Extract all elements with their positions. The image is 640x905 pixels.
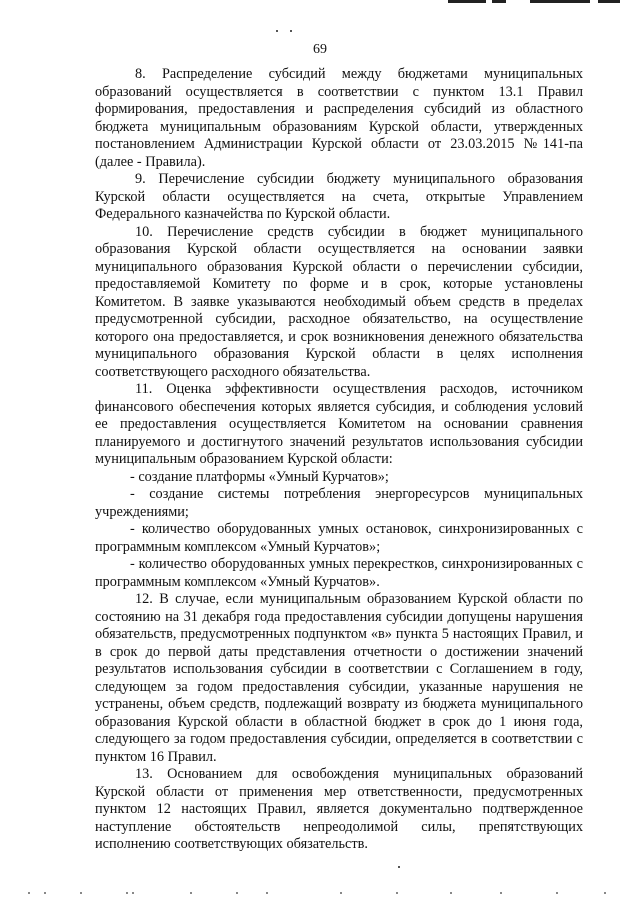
- paragraph-11: 11. Оценка эффективности осуществления расходов, источником финансового обеспечения которых является субсидия, и соблюдения условий ее предоставления осуществляется Комитетом на основании сравнения планируемого и достигнутого значений результатов использования субсидии муниципальным образованием Курской области:: [95, 381, 583, 467]
- scan-artifact-row: [0, 892, 640, 900]
- paragraph-9: 9. Перечисление субсидии бюджету муниципального образования Курской области осуществляется на счета, открытые Управлением Федерального казначейства по Курской области.: [95, 171, 583, 222]
- scan-artifact: [492, 0, 506, 3]
- scan-artifact: [598, 0, 620, 3]
- scan-artifact: [290, 30, 292, 32]
- document-body: [95, 66, 583, 854]
- scan-artifact: [448, 0, 486, 3]
- scan-artifact: [276, 30, 278, 32]
- scan-artifact: [530, 0, 590, 3]
- list-item: - количество оборудованных умных остановок, синхронизированных с программным комплексом «Умный Курчатов»;: [95, 521, 583, 555]
- paragraph-10: 10. Перечисление средств субсидии в бюджет муниципального образования Курской области осуществляется на основании заявки муниципального образования Курской области о перечислении субсидии, предоставляемой Комитету по форме и в срок, которые установлены Комитетом. В заявке указываются необходимый объем средств в пределах предусмотренной субсидии, расходное обязательство, на осуществление которого она предоставляется, и срок возникновения денежного обязательства муниципального образования Курской области в целях исполнения соответствующего расходного обязательства.: [95, 223, 583, 380]
- list-item: - создание платформы «Умный Курчатов»;: [130, 468, 389, 485]
- paragraph-12: 12. В случае, если муниципальным образованием Курской области по состоянию на 31 декабря года предоставления субсидии допущены нарушения обязательств, предусмотренных подпунктом «в» пункта 5 настоящих Правил, и в срок до первой даты представления отчетности о достижении значений результатов использования субсидии в соответствии с Соглашением в году, следующем за годом предоставления субсидии, указанные нарушения не устранены, объем средств, подлежащий возврату из бюджета муниципального образования Курской области в областной бюджет в срок до 1 июня года, следующего за годом предоставления субсидии, определяется в соответствии с пунктом 16 Правил.: [95, 591, 583, 765]
- list-item: - количество оборудованных умных перекрестков, синхронизированных с программным комплексом «Умный Курчатов».: [95, 556, 583, 590]
- scan-artifact: [398, 866, 400, 868]
- paragraph-13: 13. Основанием для освобождения муниципальных образований Курской области от применения мер ответственности, предусмотренных пунктом 12 настоящих Правил, является документально подтвержденное наступление обстоятельств непреодолимой силы, препятствующих исполнению соответствующих обязательств.: [95, 766, 583, 852]
- paragraph-8: 8. Распределение субсидий между бюджетами муниципальных образований осуществляется в соответствии с пунктом 13.1 Правил формирования, предоставления и распределения субсидий из областного бюджета муниципальным образованиям Курской области, утвержденных постановлением Администрации Курской области от 23.03.2015 №141-па (далее - Правила).: [95, 66, 583, 170]
- page-number: 69: [313, 42, 327, 57]
- list-item: - создание системы потребления энергоресурсов муниципальных учреждениями;: [95, 486, 583, 520]
